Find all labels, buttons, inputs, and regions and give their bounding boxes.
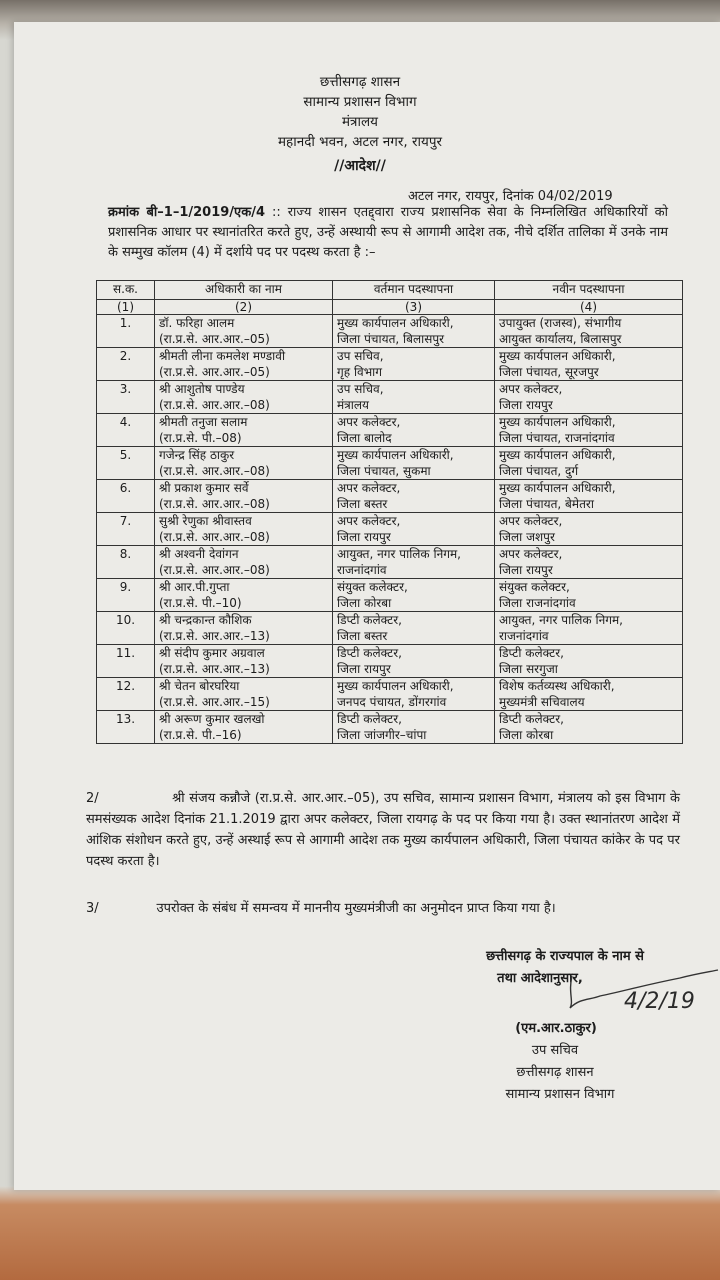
cell-sno xyxy=(97,678,155,711)
table-row xyxy=(97,480,683,513)
table-row xyxy=(97,414,683,447)
cell-new-posting xyxy=(495,546,683,579)
cell-new-posting-line: उपायुक्त (राजस्व), संभागीय xyxy=(499,316,622,330)
table-row xyxy=(97,711,683,744)
cell-new-posting-line: जिला सरगुजा xyxy=(499,662,558,676)
cell-new-posting xyxy=(495,513,683,546)
cell-sno xyxy=(97,381,155,414)
cell-current-posting-line: जिला बालोद xyxy=(337,431,392,445)
cell-current-posting-line: अपर कलेक्टर, xyxy=(337,415,401,429)
table-row xyxy=(97,645,683,678)
cell-name-line: श्री प्रकाश कुमार सर्वे xyxy=(159,481,249,495)
cell-name-line: (रा.प्र.से. पी.–16) xyxy=(159,728,242,742)
cell-new-posting xyxy=(495,678,683,711)
cell-current-posting xyxy=(333,645,495,678)
cell-name-line: (रा.प्र.से. आर.आर.–08) xyxy=(159,497,270,511)
paragraph-3 xyxy=(86,898,680,919)
cell-new-posting xyxy=(495,414,683,447)
col-number: (3) xyxy=(333,300,495,315)
cell-current-posting-line: मुख्य कार्यपालन अधिकारी, xyxy=(337,316,454,330)
cell-current-posting-line: जिला पंचायत, बिलासपुर xyxy=(337,332,445,346)
cell-current-posting xyxy=(333,513,495,546)
table-row xyxy=(97,513,683,546)
cell-new-posting-line: मुख्य कार्यपालन अधिकारी, xyxy=(499,448,616,462)
signature-line-2: तथा आदेशानुसार, xyxy=(497,971,583,986)
cell-new-posting xyxy=(495,612,683,645)
cell-current-posting-line: संयुक्त कलेक्टर, xyxy=(337,580,408,594)
table-row xyxy=(97,579,683,612)
cell-name-line: सुश्री रेणुका श्रीवास्तव xyxy=(159,514,252,528)
col-header-sno: स.क. xyxy=(97,281,155,300)
cell-current-posting xyxy=(333,315,495,348)
cell-current-posting xyxy=(333,381,495,414)
cell-new-posting xyxy=(495,381,683,414)
cell-current-posting-line: मुख्य कार्यपालन अधिकारी, xyxy=(337,679,454,693)
cell-sno-line: 1. xyxy=(119,316,132,330)
cell-current-posting xyxy=(333,348,495,381)
transfer-table xyxy=(96,280,683,744)
table-header-row xyxy=(97,281,683,300)
header-ministry: मंत्रालय xyxy=(341,114,378,130)
cell-sno-line: 6. xyxy=(119,481,132,495)
cell-current-posting-line: अपर कलेक्टर, xyxy=(337,481,401,495)
cell-new-posting-line: जिला रायपुर xyxy=(499,563,553,577)
table-row xyxy=(97,348,683,381)
cell-current-posting-line: जिला कोरबा xyxy=(337,596,392,610)
cell-sno-line: 12. xyxy=(115,679,136,693)
cell-current-posting-line: जिला बस्तर xyxy=(337,497,388,511)
col-number: (4) xyxy=(495,300,683,315)
cell-new-posting-line: जिला जशपुर xyxy=(499,530,555,544)
header-government: छत्तीसगढ़ शासन xyxy=(319,74,401,90)
cell-current-posting-line: जिला जांजगीर–चांपा xyxy=(337,728,427,742)
cell-name xyxy=(155,381,333,414)
cell-name-line: श्री आर.पी.गुप्ता xyxy=(159,580,230,594)
cell-current-posting xyxy=(333,711,495,744)
cell-name-line: (रा.प्र.से. आर.आर.–08) xyxy=(159,464,270,478)
cell-name-line: (रा.प्र.से. आर.आर.–08) xyxy=(159,563,270,577)
table-column-number-row xyxy=(97,300,683,315)
cell-sno-line: 9. xyxy=(119,580,132,594)
paragraph-2 xyxy=(86,788,680,872)
col-header-current: वर्तमान पदस्थापना xyxy=(333,281,495,300)
cell-name-line: (रा.प्र.से. आर.आर.–15) xyxy=(159,695,270,709)
cell-current-posting-line: जनपद पंचायत, डोंगरगांव xyxy=(337,695,447,709)
cell-new-posting xyxy=(495,480,683,513)
cell-name xyxy=(155,579,333,612)
cell-new-posting-line: मुख्य कार्यपालन अधिकारी, xyxy=(499,349,616,363)
cell-new-posting xyxy=(495,348,683,381)
cell-name xyxy=(155,447,333,480)
cell-current-posting-line: जिला रायपुर xyxy=(337,662,391,676)
cell-current-posting-line: राजनांदगांव xyxy=(337,563,387,577)
cell-sno xyxy=(97,612,155,645)
cell-name-line: श्रीमती तनुजा सलाम xyxy=(159,415,248,429)
cell-current-posting xyxy=(333,579,495,612)
cell-name-line: गजेन्द्र सिंह ठाकुर xyxy=(159,448,235,462)
cell-new-posting-line: विशेष कर्तव्यस्थ अधिकारी, xyxy=(499,679,615,693)
cell-new-posting xyxy=(495,579,683,612)
header-department: सामान्य प्रशासन विभाग xyxy=(303,94,417,110)
paragraph-2-text: श्री संजय कन्नौजे (रा.प्र.से. आर.आर.–05), उप सचिव, सामान्य प्रशासन विभाग, मंत्रालय को इस विभाग के समसंख्यक आदेश दिनांक 21.1.2019 द्वारा अपर कलेक्टर, जिला रायगढ़ के पद पर किया गया है। उक्त स्थानांतरण आदेश में आंशिक संशोधन करते हुए, उन्हें अस्थाई रूप से आगामी आदेश तक मुख्य कार्यपालन अधिकारी, जिला पंचायत कांकेर के पद पर पदस्थ करता है। xyxy=(86,791,680,869)
table-row xyxy=(97,612,683,645)
cell-current-posting xyxy=(333,480,495,513)
cell-new-posting xyxy=(495,711,683,744)
cell-sno-line: 5. xyxy=(119,448,132,462)
cell-current-posting-line: डिप्टी कलेक्टर, xyxy=(337,613,402,627)
cell-current-posting xyxy=(333,612,495,645)
cell-name-line: (रा.प्र.से. आर.आर.–08) xyxy=(159,398,270,412)
cell-name xyxy=(155,711,333,744)
order-title: //आदेश// xyxy=(334,158,386,174)
cell-sno xyxy=(97,414,155,447)
cell-new-posting-line: आयुक्त, नगर पालिक निगम, xyxy=(499,613,623,627)
cell-current-posting xyxy=(333,447,495,480)
cell-name xyxy=(155,315,333,348)
cell-sno-line: 11. xyxy=(115,646,136,660)
cell-new-posting-line: संयुक्त कलेक्टर, xyxy=(499,580,570,594)
cell-name-line: (रा.प्र.से. आर.आर.–05) xyxy=(159,365,270,379)
paragraph-3-number: 3/ xyxy=(86,901,99,916)
cell-new-posting-line: आयुक्त कार्यालय, बिलासपुर xyxy=(499,332,622,346)
cell-name-line: श्रीमती लीना कमलेश मण्डावी xyxy=(159,349,286,363)
col-header-new: नवीन पदस्थापना xyxy=(495,281,683,300)
cell-new-posting-line: राजनांदगांव xyxy=(499,629,549,643)
cell-current-posting-line: मुख्य कार्यपालन अधिकारी, xyxy=(337,448,454,462)
cell-name-line: श्री संदीप कुमार अग्रवाल xyxy=(159,646,265,660)
cell-new-posting-line: मुख्यमंत्री सचिवालय xyxy=(499,695,585,709)
cell-name-line: (रा.प्र.से. आर.आर.–13) xyxy=(159,629,270,643)
col-number: (1) xyxy=(97,300,155,315)
cell-name xyxy=(155,348,333,381)
cell-sno-line: 7. xyxy=(119,514,132,528)
cell-name-line: श्री अश्वनी देवांगन xyxy=(159,547,239,561)
cell-new-posting-line: जिला पंचायत, दुर्ग xyxy=(499,464,579,478)
cell-sno xyxy=(97,480,155,513)
cell-current-posting-line: जिला रायपुर xyxy=(337,530,391,544)
intro-paragraph xyxy=(108,203,668,263)
paragraph-2-number: 2/ xyxy=(86,791,99,806)
col-header-name: अधिकारी का नाम xyxy=(155,281,333,300)
date-line: अटल नगर, रायपुर, दिनांक 04/02/2019 xyxy=(408,189,613,204)
cell-sno-line: 10. xyxy=(115,613,136,627)
cell-name-line: श्री चेतन बोरघरिया xyxy=(159,679,240,693)
cell-current-posting-line: मंत्रालय xyxy=(337,398,370,412)
cell-sno-line: 4. xyxy=(119,415,132,429)
header-address: महानदी भवन, अटल नगर, रायपुर xyxy=(277,134,443,150)
cell-name-line: (रा.प्र.से. पी.–10) xyxy=(159,596,242,610)
cell-new-posting-line: अपर कलेक्टर, xyxy=(499,547,563,561)
paragraph-3-text: उपरोक्त के संबंध में समन्वय में माननीय मुख्यमंत्रीजी का अनुमोदन प्राप्त किया गया है। xyxy=(156,901,556,916)
cell-name-line: (रा.प्र.से. आर.आर.–13) xyxy=(159,662,270,676)
cell-sno xyxy=(97,348,155,381)
cell-sno-line: 2. xyxy=(119,349,132,363)
cell-new-posting-line: जिला राजनांदगांव xyxy=(499,596,576,610)
cell-sno xyxy=(97,447,155,480)
table-row xyxy=(97,678,683,711)
table-row xyxy=(97,315,683,348)
table-body xyxy=(97,315,683,744)
cell-name xyxy=(155,513,333,546)
cell-current-posting xyxy=(333,678,495,711)
cell-name xyxy=(155,645,333,678)
col-number: (2) xyxy=(155,300,333,315)
cell-new-posting-line: मुख्य कार्यपालन अधिकारी, xyxy=(499,415,616,429)
table-row xyxy=(97,447,683,480)
cell-new-posting-line: जिला कोरबा xyxy=(499,728,554,742)
cell-new-posting xyxy=(495,645,683,678)
cell-name-line: डॉ. फरिहा आलम xyxy=(159,316,235,330)
signatory-name: (एम.आर.ठाकुर) xyxy=(515,1021,597,1036)
cell-sno xyxy=(97,315,155,348)
signatory-department: सामान्य प्रशासन विभाग xyxy=(505,1087,615,1102)
cell-current-posting xyxy=(333,546,495,579)
cell-new-posting-line: जिला पंचायत, सूरजपुर xyxy=(499,365,599,379)
cell-current-posting xyxy=(333,414,495,447)
intro-text: :: राज्य शासन एतद्द्वारा राज्य प्रशासनिक सेवा के निम्नलिखित अधिकारियों को प्रशासनिक आधार पर स्थानांतरित करते हुए, उन्हें अस्थायी रूप से आगामी आदेश तक, नीचे दर्शित तालिका में उनके नाम के सम्मुख कॉलम (4) में दर्शाये पद पर पदस्थ करता है :– xyxy=(108,205,668,260)
cell-current-posting-line: डिप्टी कलेक्टर, xyxy=(337,712,402,726)
cell-new-posting xyxy=(495,447,683,480)
cell-name-line: (रा.प्र.से. आर.आर.–08) xyxy=(159,530,270,544)
cell-sno xyxy=(97,711,155,744)
cell-new-posting xyxy=(495,315,683,348)
wooden-table-edge xyxy=(0,1186,720,1280)
cell-name xyxy=(155,480,333,513)
cell-current-posting-line: जिला बस्तर xyxy=(337,629,388,643)
cell-sno-line: 8. xyxy=(119,547,132,561)
signatory-designation: उप सचिव xyxy=(531,1043,579,1058)
cell-name xyxy=(155,414,333,447)
cell-current-posting-line: जिला पंचायत, सुकमा xyxy=(337,464,431,478)
cell-new-posting-line: जिला पंचायत, राजनांदगांव xyxy=(499,431,615,445)
cell-sno xyxy=(97,513,155,546)
cell-name xyxy=(155,612,333,645)
cell-current-posting-line: गृह विभाग xyxy=(337,365,383,379)
cell-name xyxy=(155,546,333,579)
cell-current-posting-line: अपर कलेक्टर, xyxy=(337,514,401,528)
cell-name-line: (रा.प्र.से. पी.–08) xyxy=(159,431,242,445)
cell-new-posting-line: अपर कलेक्टर, xyxy=(499,514,563,528)
signature-line-1: छत्तीसगढ़ के राज्यपाल के नाम से xyxy=(486,949,644,964)
cell-sno xyxy=(97,579,155,612)
cell-current-posting-line: आयुक्त, नगर पालिक निगम, xyxy=(337,547,461,561)
cell-current-posting-line: डिप्टी कलेक्टर, xyxy=(337,646,402,660)
cell-name-line: श्री आशुतोष पाण्डेय xyxy=(159,382,245,396)
cell-sno-line: 13. xyxy=(115,712,136,726)
cell-new-posting-line: अपर कलेक्टर, xyxy=(499,382,563,396)
cell-name-line: (रा.प्र.से. आर.आर.–05) xyxy=(159,332,270,346)
cell-name-line: श्री अरूण कुमार खलखो xyxy=(159,712,265,726)
cell-sno xyxy=(97,546,155,579)
cell-name xyxy=(155,678,333,711)
cell-new-posting-line: डिप्टी कलेक्टर, xyxy=(499,712,564,726)
cell-current-posting-line: उप सचिव, xyxy=(337,382,384,396)
table-row xyxy=(97,381,683,414)
table-row xyxy=(97,546,683,579)
cell-new-posting-line: मुख्य कार्यपालन अधिकारी, xyxy=(499,481,616,495)
cell-current-posting-line: उप सचिव, xyxy=(337,349,384,363)
cell-new-posting-line: जिला रायपुर xyxy=(499,398,553,412)
handwritten-date: 4/2/19 xyxy=(624,989,695,1014)
cell-name-line: श्री चन्द्रकान्त कौशिक xyxy=(159,613,252,627)
cell-sno-line: 3. xyxy=(119,382,132,396)
cell-new-posting-line: डिप्टी कलेक्टर, xyxy=(499,646,564,660)
cell-new-posting-line: जिला पंचायत, बेमेतरा xyxy=(499,497,594,511)
order-reference: क्रमांक बी–1–1/2019/एक/4 xyxy=(108,205,266,220)
signatory-government: छत्तीसगढ़ शासन xyxy=(516,1065,594,1080)
cell-sno xyxy=(97,645,155,678)
